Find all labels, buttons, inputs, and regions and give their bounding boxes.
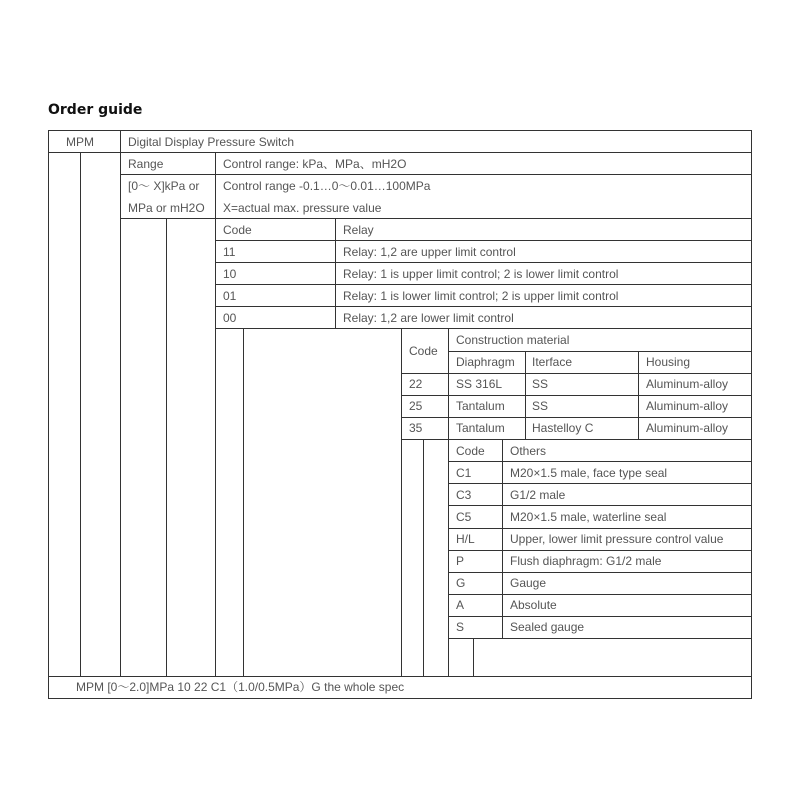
relay-code-header: Code: [223, 223, 252, 237]
others-desc: Sealed gauge: [510, 620, 585, 634]
housing-header: Housing: [646, 355, 691, 369]
others-desc: M20×1.5 male, face type seal: [510, 466, 668, 480]
relay-desc: Relay: 1 is lower limit control; 2 is upper limit control: [343, 289, 619, 303]
others-code: P: [456, 554, 465, 568]
interface-value: Hastelloy C: [532, 421, 594, 435]
construction-material-header: Construction material: [456, 333, 570, 347]
relay-desc: Relay: 1,2 are lower limit control: [343, 311, 514, 325]
housing-value: Aluminum-alloy: [646, 399, 729, 413]
others-code: G: [456, 576, 466, 590]
others-code: S: [456, 620, 465, 634]
relay-code: 10: [223, 267, 237, 281]
relay-code: 00: [223, 311, 237, 325]
housing-value: Aluminum-alloy: [646, 421, 729, 435]
others-code: C5: [456, 510, 472, 524]
others-desc: Gauge: [510, 576, 547, 590]
others-header: Others: [510, 444, 547, 458]
others-desc: Absolute: [510, 598, 557, 612]
material-code: 35: [409, 421, 423, 435]
model-cell: MPM: [66, 135, 94, 149]
diaphragm-value: Tantalum: [456, 399, 505, 413]
range-desc-line1: Control range -0.1…0～0.01…100MPa: [223, 179, 431, 193]
relay-header: Relay: [343, 223, 374, 237]
material-code: 25: [409, 399, 423, 413]
relay-code: 01: [223, 289, 237, 303]
relay-code: 11: [223, 245, 236, 259]
range-spec-line1: [0～ X]kPa or: [128, 179, 200, 193]
others-desc: G1/2 male: [510, 488, 566, 502]
others-code: C3: [456, 488, 472, 502]
product-name-cell: Digital Display Pressure Switch: [128, 135, 295, 149]
others-code: H/L: [456, 532, 475, 546]
others-code: C1: [456, 466, 472, 480]
range-spec-line2: MPa or mH2O: [128, 201, 205, 215]
housing-value: Aluminum-alloy: [646, 377, 729, 391]
material-code-header: Code: [409, 344, 438, 358]
others-code: A: [456, 598, 465, 612]
range-label: Range: [128, 157, 164, 171]
others-code-header: Code: [456, 444, 485, 458]
relay-desc: Relay: 1,2 are upper limit control: [343, 245, 516, 259]
diaphragm-value: Tantalum: [456, 421, 505, 435]
interface-value: SS: [532, 399, 549, 413]
others-desc: Upper, lower limit pressure control value: [510, 532, 724, 546]
others-desc: M20×1.5 male, waterline seal: [510, 510, 667, 524]
diaphragm-value: SS 316L: [456, 377, 503, 391]
order-example: MPM [0～2.0]MPa 10 22 C1（1.0/0.5MPa）G the whole spec: [76, 680, 405, 694]
material-code: 22: [409, 377, 423, 391]
others-desc: Flush diaphragm: G1/2 male: [510, 554, 662, 568]
relay-desc: Relay: 1 is upper limit control; 2 is lower limit control: [343, 267, 619, 281]
diaphragm-header: Diaphragm: [456, 355, 515, 369]
control-range-units: Control range: kPa、MPa、mH2O: [223, 157, 407, 171]
interface-value: SS: [532, 377, 549, 391]
interface-header: Iterface: [532, 355, 573, 369]
range-desc-line2: X=actual max. pressure value: [223, 201, 382, 215]
page-title: Order guide: [48, 102, 143, 118]
